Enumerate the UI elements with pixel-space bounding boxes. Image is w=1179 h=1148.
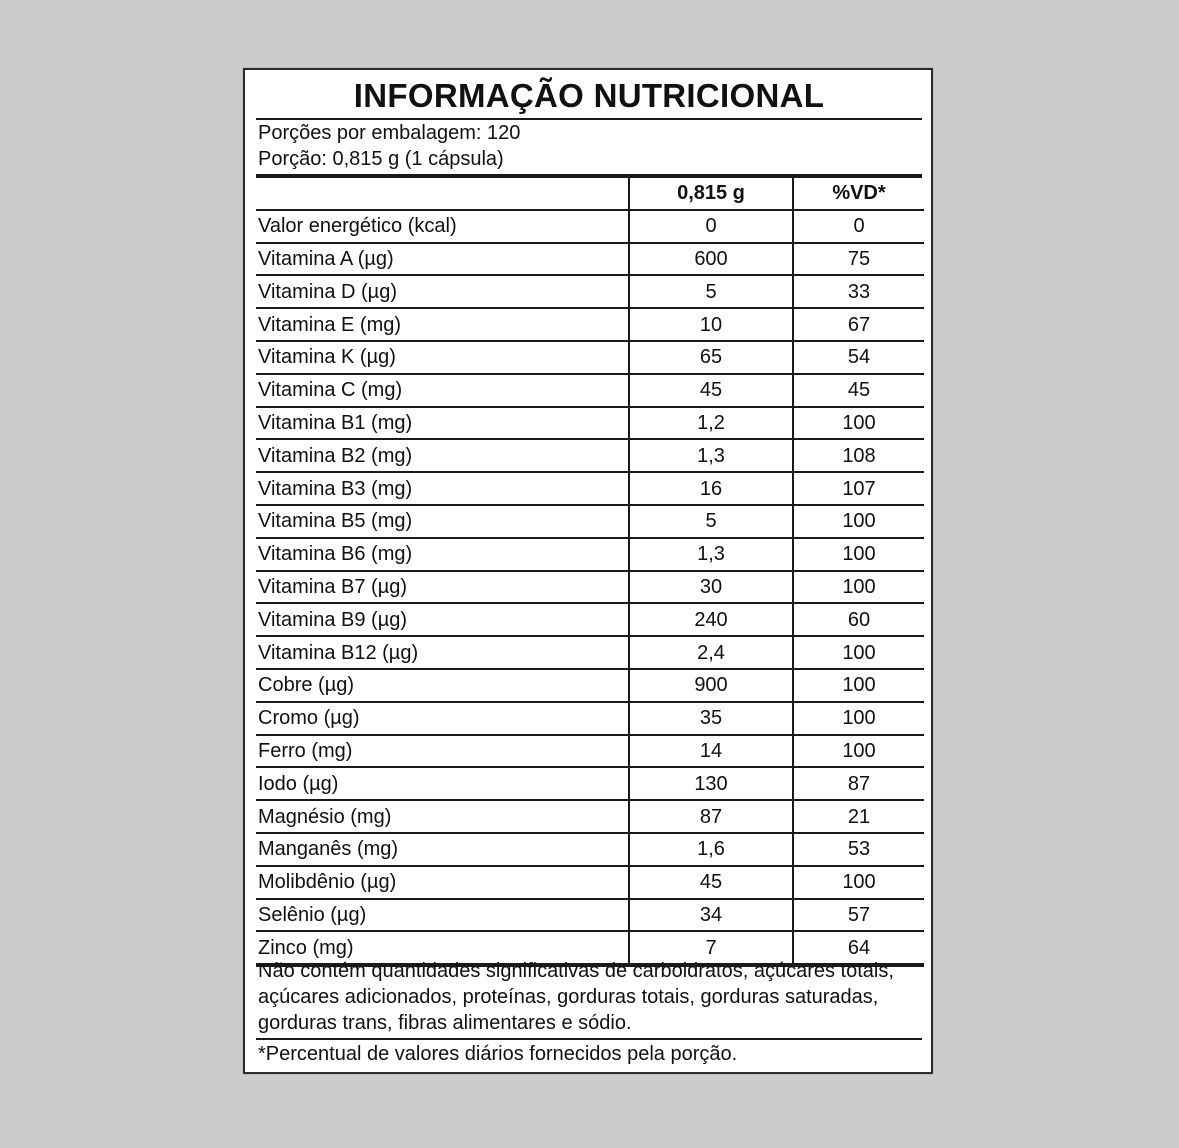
label-title: INFORMAÇÃO NUTRICIONAL	[256, 74, 922, 120]
table-row	[256, 341, 924, 374]
nutrient-daily-value: 33	[793, 275, 924, 308]
nutrient-name: Vitamina B12 (µg)	[256, 636, 629, 669]
nutrient-amount: 65	[629, 341, 793, 374]
label-content	[256, 70, 922, 1072]
nutrient-amount: 900	[629, 669, 793, 702]
column-header-amount: 0,815 g	[629, 178, 793, 210]
nutrient-daily-value: 75	[793, 243, 924, 276]
nutrient-name: Vitamina B7 (µg)	[256, 571, 629, 604]
nutrient-amount: 16	[629, 472, 793, 505]
nutrient-daily-value: 100	[793, 538, 924, 571]
nutrition-table	[256, 178, 924, 967]
nutrient-amount: 10	[629, 308, 793, 341]
nutrient-daily-value: 100	[793, 735, 924, 768]
serving-size: Porção: 0,815 g (1 cápsula)	[258, 148, 504, 170]
table-row	[256, 603, 924, 636]
table-row	[256, 833, 924, 866]
table-row	[256, 538, 924, 571]
table-row	[256, 899, 924, 932]
table-row	[256, 702, 924, 735]
nutrient-amount: 1,3	[629, 439, 793, 472]
table-row	[256, 439, 924, 472]
nutrient-amount: 35	[629, 702, 793, 735]
nutrient-name: Selênio (µg)	[256, 899, 629, 932]
nutrient-name: Cromo (µg)	[256, 702, 629, 735]
table-row	[256, 308, 924, 341]
table-row	[256, 243, 924, 276]
nutrient-name: Vitamina B9 (µg)	[256, 603, 629, 636]
servings-per-package: Porções por embalagem: 120	[258, 122, 521, 144]
table-row	[256, 374, 924, 407]
table-row	[256, 636, 924, 669]
not-significant-note: Não contém quantidades significativas de carboidratos, açúcares totais, açúcares adicionados, proteínas, gorduras totais, gorduras saturadas, gorduras trans, fibras alimentares e sódio.	[258, 960, 894, 1034]
table-row	[256, 800, 924, 833]
table-row	[256, 407, 924, 440]
nutrient-daily-value: 107	[793, 472, 924, 505]
nutrient-name: Vitamina D (µg)	[256, 275, 629, 308]
nutrient-amount: 1,2	[629, 407, 793, 440]
nutrient-daily-value: 21	[793, 800, 924, 833]
nutrient-amount: 130	[629, 767, 793, 800]
nutrient-name: Vitamina A (µg)	[256, 243, 629, 276]
nutrient-amount: 45	[629, 866, 793, 899]
nutrient-daily-value: 100	[793, 571, 924, 604]
nutrient-amount: 600	[629, 243, 793, 276]
daily-value-note: *Percentual de valores diários fornecidos pela porção.	[258, 1043, 738, 1065]
nutrient-name: Vitamina B1 (mg)	[256, 407, 629, 440]
table-row	[256, 735, 924, 768]
column-header-nutrient	[256, 178, 629, 210]
footnote-divider	[256, 1038, 922, 1040]
nutrient-amount: 1,3	[629, 538, 793, 571]
nutrient-amount: 34	[629, 899, 793, 932]
table-row	[256, 866, 924, 899]
nutrient-daily-value: 53	[793, 833, 924, 866]
nutrient-amount: 87	[629, 800, 793, 833]
nutrient-daily-value: 100	[793, 866, 924, 899]
nutrient-daily-value: 60	[793, 603, 924, 636]
table-row	[256, 571, 924, 604]
table-row	[256, 210, 924, 243]
nutrient-amount: 2,4	[629, 636, 793, 669]
nutrient-daily-value: 100	[793, 505, 924, 538]
nutrient-name: Molibdênio (µg)	[256, 866, 629, 899]
table-row	[256, 505, 924, 538]
nutrient-amount: 45	[629, 374, 793, 407]
nutrient-name: Vitamina B2 (mg)	[256, 439, 629, 472]
nutrient-amount: 14	[629, 735, 793, 768]
nutrient-amount: 5	[629, 505, 793, 538]
nutrient-daily-value: 45	[793, 374, 924, 407]
nutrient-name: Zinco (mg)	[256, 931, 629, 965]
nutrient-daily-value: 64	[793, 931, 924, 965]
nutrient-amount: 240	[629, 603, 793, 636]
nutrition-table-body	[256, 210, 924, 965]
nutrient-amount: 30	[629, 571, 793, 604]
nutrition-facts-label	[243, 68, 933, 1074]
nutrient-daily-value: 67	[793, 308, 924, 341]
table-header-row	[256, 178, 924, 210]
nutrient-amount: 1,6	[629, 833, 793, 866]
nutrient-name: Magnésio (mg)	[256, 800, 629, 833]
nutrient-daily-value: 108	[793, 439, 924, 472]
nutrient-daily-value: 0	[793, 210, 924, 243]
nutrient-daily-value: 100	[793, 407, 924, 440]
column-header-dv: %VD*	[793, 178, 924, 210]
table-row	[256, 472, 924, 505]
table-row	[256, 275, 924, 308]
nutrient-daily-value: 54	[793, 341, 924, 374]
nutrient-name: Vitamina E (mg)	[256, 308, 629, 341]
serving-info	[258, 120, 922, 172]
nutrient-name: Vitamina B6 (mg)	[256, 538, 629, 571]
nutrient-daily-value: 100	[793, 702, 924, 735]
nutrient-daily-value: 57	[793, 899, 924, 932]
nutrient-daily-value: 87	[793, 767, 924, 800]
table-row	[256, 669, 924, 702]
nutrient-daily-value: 100	[793, 669, 924, 702]
nutrient-name: Cobre (µg)	[256, 669, 629, 702]
nutrient-amount: 7	[629, 931, 793, 965]
nutrient-name: Ferro (mg)	[256, 735, 629, 768]
nutrient-name: Vitamina B5 (mg)	[256, 505, 629, 538]
nutrient-amount: 5	[629, 275, 793, 308]
nutrient-name: Vitamina C (mg)	[256, 374, 629, 407]
nutrient-name: Valor energético (kcal)	[256, 210, 629, 243]
nutrient-name: Iodo (µg)	[256, 767, 629, 800]
nutrient-name: Vitamina B3 (mg)	[256, 472, 629, 505]
nutrient-amount: 0	[629, 210, 793, 243]
table-row	[256, 767, 924, 800]
nutrient-daily-value: 100	[793, 636, 924, 669]
nutrient-name: Vitamina K (µg)	[256, 341, 629, 374]
nutrient-name: Manganês (mg)	[256, 833, 629, 866]
